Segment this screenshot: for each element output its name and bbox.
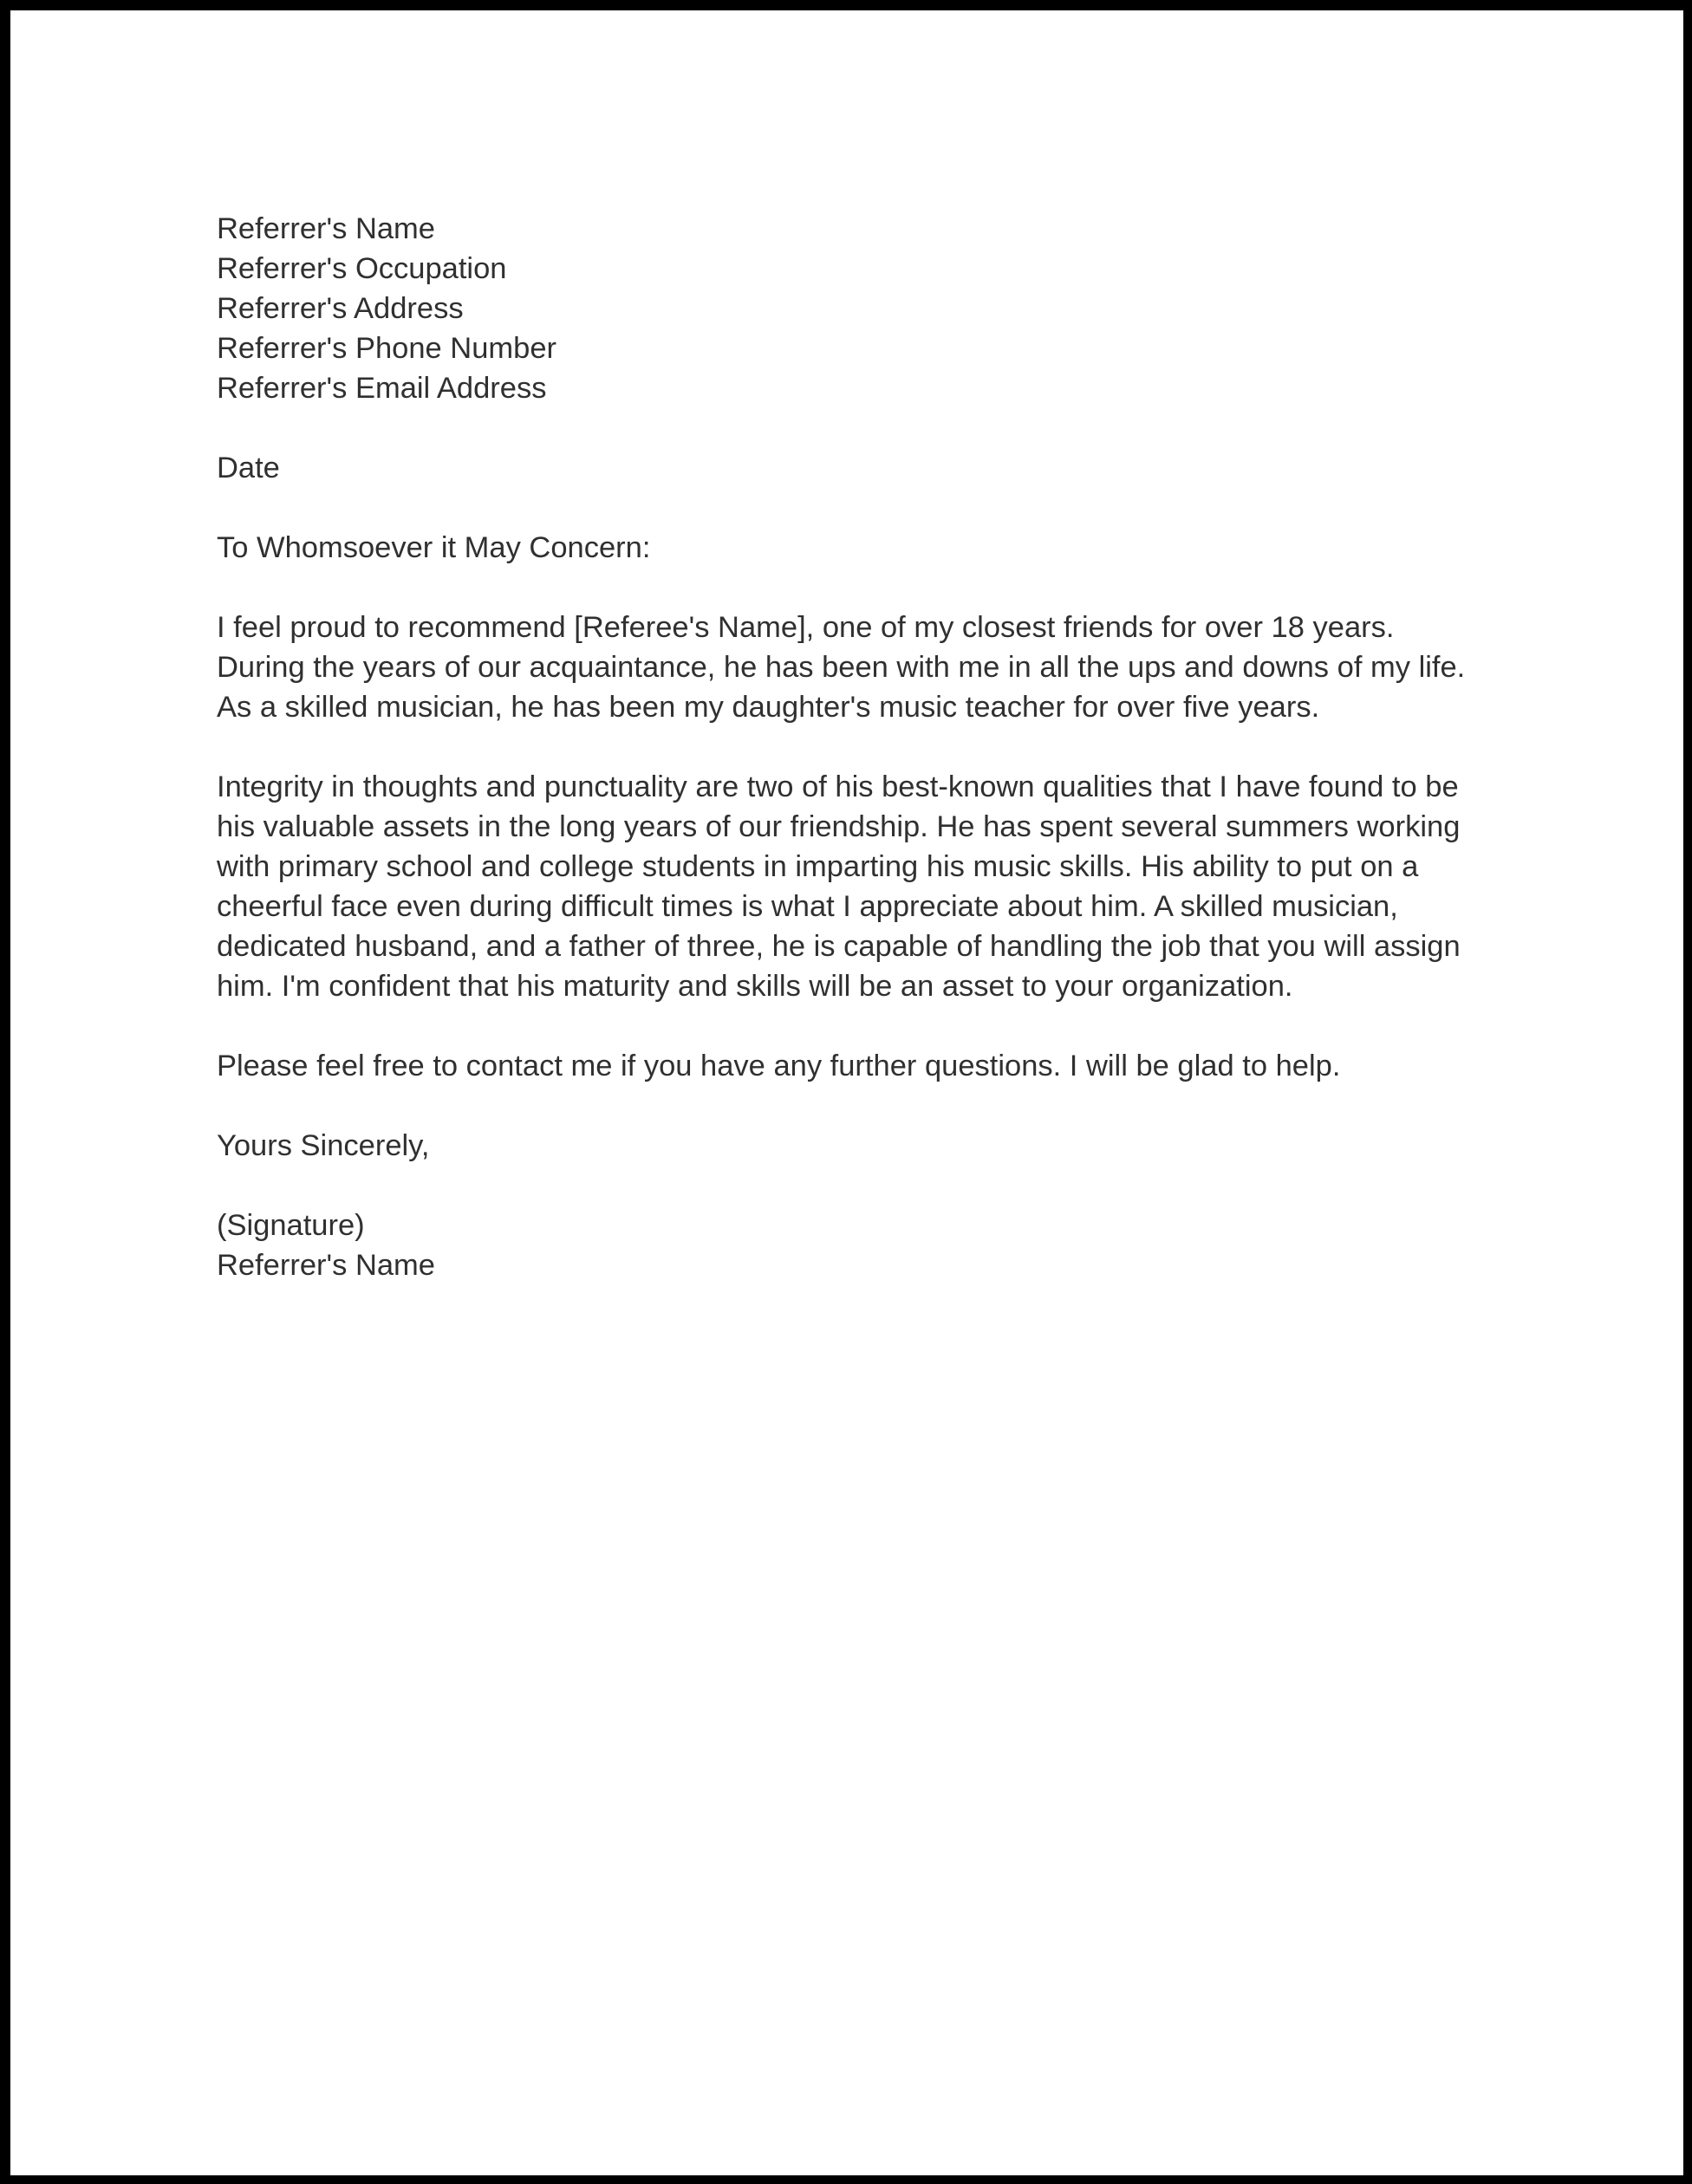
- body-line: with primary school and college students in imparting his music skills. His ability to put on a: [217, 850, 1419, 883]
- signature-block: [217, 1206, 1517, 1285]
- body-paragraph-1: [217, 608, 1517, 727]
- body-line: As a skilled musician, he has been my daughter's music teacher for over five years.: [217, 691, 1320, 724]
- body-line: Please feel free to contact me if you have any further questions. I will be glad to help.: [217, 1050, 1341, 1082]
- letter-content: [217, 209, 1517, 1285]
- sender-block: [217, 209, 1517, 408]
- signature-name: Referrer's Name: [217, 1249, 435, 1282]
- spacer: [217, 408, 1517, 448]
- body-line: During the years of our acquaintance, he has been with me in all the ups and downs of my life.: [217, 651, 1466, 684]
- spacer: [217, 488, 1517, 528]
- body-paragraph-3: [217, 1046, 1517, 1086]
- spacer: [217, 568, 1517, 608]
- signature-placeholder: (Signature): [217, 1209, 365, 1242]
- body-line: Integrity in thoughts and punctuality are two of his best-known qualities that I have found to be: [217, 770, 1459, 803]
- sender-name: Referrer's Name: [217, 212, 435, 245]
- body-paragraph-2: [217, 767, 1517, 1006]
- body-line: him. I'm confident that his maturity and skills will be an asset to your organization.: [217, 970, 1293, 1003]
- closing: Yours Sincerely,: [217, 1129, 430, 1162]
- spacer: [217, 1166, 1517, 1206]
- body-line: I feel proud to recommend [Referee's Name], one of my closest friends for over 18 years.: [217, 611, 1395, 644]
- sender-phone: Referrer's Phone Number: [217, 332, 556, 365]
- body-line: dedicated husband, and a father of three, he is capable of handling the job that you will assign: [217, 930, 1461, 963]
- sender-email: Referrer's Email Address: [217, 372, 547, 405]
- letter-date: Date: [217, 452, 280, 484]
- body-line: his valuable assets in the long years of our friendship. He has spent several summers working: [217, 810, 1461, 843]
- salutation: To Whomsoever it May Concern:: [217, 531, 651, 564]
- spacer: [217, 1086, 1517, 1126]
- sender-occupation: Referrer's Occupation: [217, 252, 507, 285]
- body-line: cheerful face even during difficult times is what I appreciate about him. A skilled musician,: [217, 890, 1398, 923]
- spacer: [217, 1006, 1517, 1046]
- sender-address: Referrer's Address: [217, 292, 464, 325]
- spacer: [217, 727, 1517, 767]
